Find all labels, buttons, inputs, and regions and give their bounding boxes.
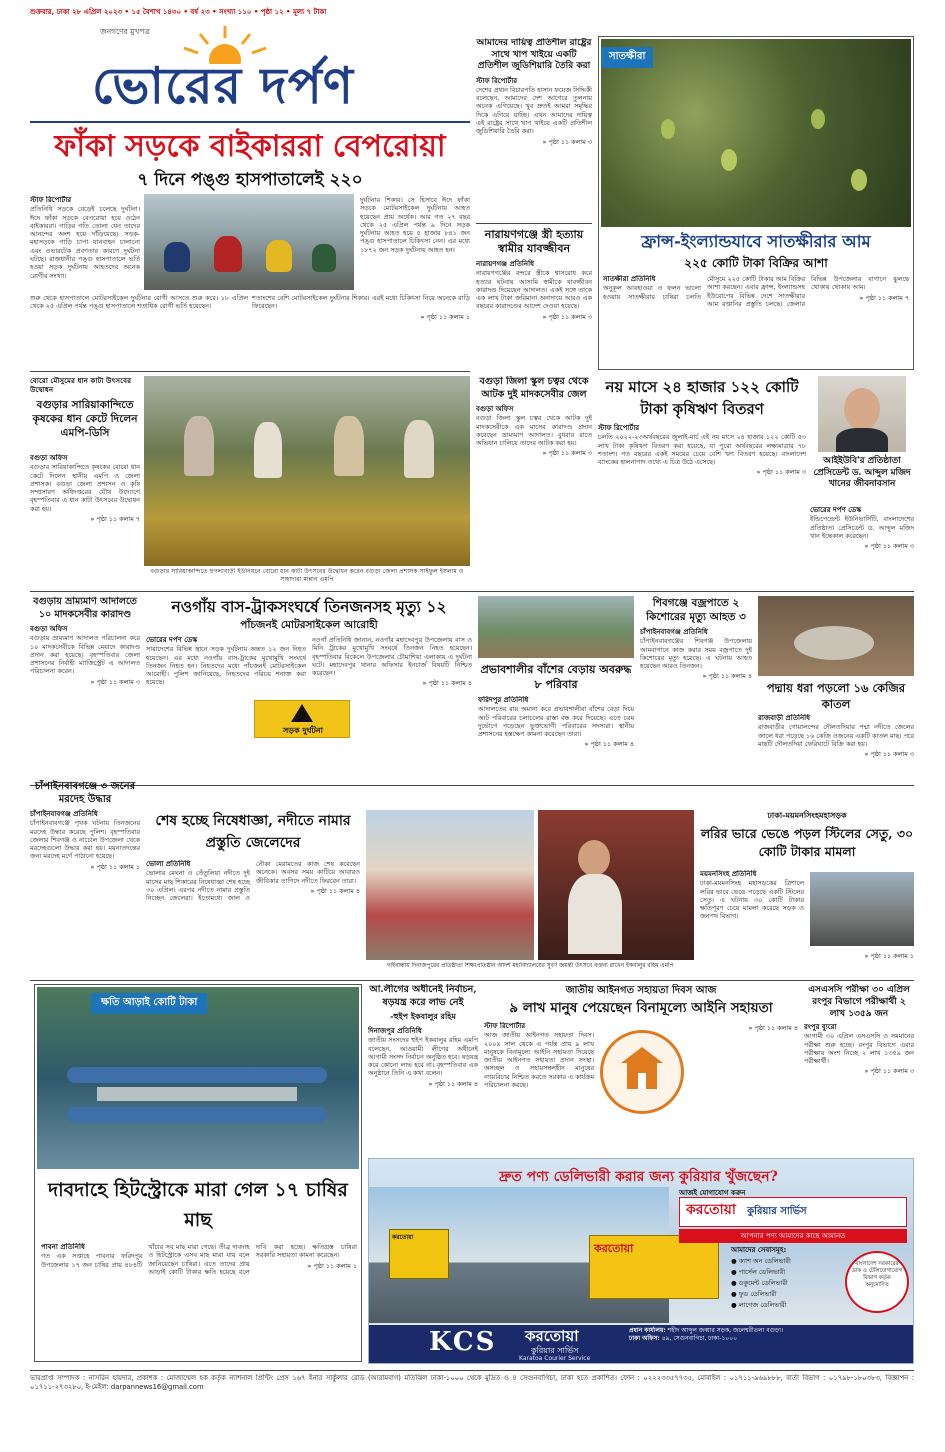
- narayanganj-body: নারায়ণগঞ্জ প্রতিনিধি নারায়ণগঞ্জের বন্দরে স্ত্রীকে শ্বাসরোধ করে হত্যার ঘটনায় আসামি স্বামীকে যাবজ্জীবন কারাদণ্ড দিয়েছেন আদালত। একই সঙ্গে তাকে এক লাখ টাকা জরিমানা অনাদায়ে আরও এক বছরের কারাদণ্ডের আদেশ দেওয়া হয়েছে। » পৃষ্ঠা ১১ কলাম ৩: [476, 260, 592, 321]
- ad-brand: [679, 1197, 907, 1227]
- shibganj-body: চাঁপাইনবাবগঞ্জ প্রতিনিধি চাঁপাইনবাবগঞ্জের শিবগঞ্জ উপজেলায় আমবাগানে কাজ করার সময় বজ্রপাতে দুই কিশোরের মৃত্যু হয়েছে। এ ঘটনায় আহত হয়েছেন আরও তিনজন। » পৃষ্ঠা ১১ কলাম ৪: [640, 628, 752, 681]
- ad-service-item: ● ক্যাশ অন ডেলিভারী: [731, 1257, 791, 1265]
- fish-farm-tag: ক্ষতি আড়াই কোটি টাকা: [91, 993, 207, 1014]
- fishing-ban-body: ভোলা প্রতিনিধি ভোলার মেঘনা ও তেঁতুলিয়া নদীতে দুই মাসের মাছ শিকারের নিষেধাজ্ঞা শেষ হচ্ছে ৩০ এপ্রিল। এরপর নদীতে নামার প্রস্তুতি নিচ্ছেন জেলেরা। ইতোমধ্যে জাল ও নৌকা মেরামতের কাজ শেষ করেছেন অনেকে। অবসর সময় কাটিয়ে আবারও জীবিকার তাগিদে নদীতে ফিরবেন তারা। » পৃষ্ঠা ১১ কলাম ৪: [146, 860, 360, 903]
- iub-body: ভোরের দর্পণ ডেস্ক ইন্ডিপেন্ডেন্ট ইউনিভার্সিটি, বাংলাদেশের প্রতিষ্ঠাতা প্রেসিডেন্ট ড. আব্দুল মজিদ খান ইন্তেকাল করেছেন। » পৃষ্ঠা ১১ কলাম ৩: [810, 506, 914, 551]
- masthead: [30, 6, 470, 124]
- ad-headline: দ্রুত পণ্য ডেলিভারী করার জন্য কুরিয়ার খুঁজছেন?: [499, 1169, 778, 1185]
- lead-body-bottom2: শতাংশের বেশি মোটরসাইকেল দুর্ঘটনার শিকার। এরই মধ্যে চিকিৎসা নিয়ে অনেকে বাড়ি ফিরেছেন। » পৃষ্ঠা ১১ কলাম ১: [252, 294, 470, 321]
- ad-service-item: ● লাগেজ ডেলিভারী: [731, 1301, 787, 1309]
- awami-headline: আ.লীগের অধীনেই নির্বাচন, ষড়যন্ত্র করে লাভ নেই: [369, 984, 477, 1008]
- ad-kcs-logo: KCS: [429, 1327, 497, 1357]
- bridge-headline: লরির ভারে ভেঙে পড়ল স্টিলের সেতু, ৩০ কোটি টাকার মামলা: [700, 826, 914, 859]
- photo-gaibandha: [366, 810, 694, 976]
- ad-service-item: ● পার্সেল ডেলিভারী: [731, 1268, 786, 1276]
- article-fish-farm: [34, 984, 362, 1362]
- ad-office: প্রধান কার্যালয়: শহীদ আব্দুল জব্বার সড়ক, জলেশ্বরীতলা বগুড়া। ঢাকা অফিস: ৪৯, সেগুনবাগিচা, ঢাকা-১০০০: [629, 1327, 784, 1342]
- satkhira-tag: সাতক্ষীরা: [601, 47, 653, 68]
- lead-body-mid: দুর্ঘটনার শিকার। সে হিসাবে ঈদে ফাঁকা সড়কে মোটরসাইকেল দুর্ঘটনায় আহত হয়েছেন প্রায় অর্ধেক। আর গত ২৭ বছর থেকে ২৫ এপ্রিল পর্যন্ত ৯ দিনে সড়ক দুর্ঘটনায় আহত হয়ে ৫ হাজার ৮৪১ জন পঙ্গু হাসপাতালে চিকিৎসা নেন। এর মধ্যে ১৮৭২ জন সড়ক দুর্ঘটনায় আহত হন।: [360, 196, 470, 254]
- lead-body-left: স্টাফ রিপোর্টার প্রতিনিধি সড়কে বেড়েই চলেছে দুর্ঘটনা। ঈদে ফাঁকা সড়কে বেপরোয়া হয়ে ওঠেন বাইকাররা। গাড়ির গতি তোলা যেন তাদের আনন্দের অংশ হয়ে দাঁড়িয়েছে। সড়ক-মহাসড়কে গাড়ি চাপা যানবাহন চালানো এবং ওভারটেক প্রবণতার কারণে দুর্ঘটনা ঘটছে। রাজধানীর পঙ্গু হাসপাতালে ভর্তি হওয়া সড়ক দুর্ঘটনায় আহতদের অনেক রোগীর সংখ্যা।: [30, 196, 140, 280]
- ad-brand-tag: কুরিয়ার সার্ভিস: [747, 1206, 807, 1217]
- ad-services-title: আমাদের সেবাসমূহ:: [731, 1246, 787, 1254]
- bogura-mobile-body: বগুড়া অফিস বগুড়ায় ভ্রাম্যমাণ আদালত পরিচালনা করে ১০ মাদকসেবীকে বিভিন্ন মেয়াদে কারাদণ্ড প্রদান করা হয়েছে। বৃহস্পতিবার জেলা প্রশাসনের নির্বাহী ম্যাজিস্ট্রেট এ আদালত পরিচালনা করেন। » পৃষ্ঠা ১১ কলাম ৩: [30, 625, 140, 686]
- imprint-footer: ভারপ্রাপ্ত সম্পাদক : নাসরিন হায়দার, প্রকাশক : মোজাম্মেল হক কর্তৃক ন্যাশনাল প্রিন্টিং প্রেস ১৬৭ ইনার সার্কুলার রোড (আরামবাগ) মতিঝিল ঢাকা-১০০০ থেকে মুদ্রিত ও ৪ সেগুনবাগিচা, ঢাকা হতে প্রকাশিত। ফোন : ০২২২৩৩৫৭৭৩৫, মোবাইল : ০১৭১১-৯৬৯৮৮৮, বার্তা বিভাগ : ০১৭৯৮-১৮০৩৮৩, বিজ্ঞাপন : ০১৭১১-২৭৩২৮০, ই-মেইল: darpannews16@gmail.com: [30, 1374, 914, 1391]
- ad-kcs-bn: করতোয়া: [525, 1327, 579, 1345]
- tagline: জনগণের মুখপত্র: [100, 27, 150, 36]
- ad-truck-label: করতোয়া: [392, 1234, 414, 1241]
- ad-badge: বাংলাদেশ সরকারের ডাক ও টেলিযোগাযোগ বিভাগ কর্তৃক অনুমোদিত: [845, 1251, 909, 1313]
- ad-brand-slogan: আপনার পণ্য আমাদের কাছে আমানত: [679, 1229, 907, 1243]
- ad-kcs-sub: কুরিয়ার সার্ভিস: [531, 1346, 579, 1355]
- gaibandha-speaker-photo: [538, 810, 694, 960]
- bridge-body: ময়মনসিংহ প্রতিনিধি ঢাকা-ময়মনসিংহ মহাসড়কের ত্রিশালে লরির ভারে ভেঙে পড়েছে একটি স্টিলের সেতু। এ ঘটনায় ৩০ কোটি টাকার ক্ষতিপূরণ চেয়ে মামলা করেছে সড়ক ও জনপথ বিভাগ।: [700, 870, 804, 921]
- exam-headline: এসএসসি পরীক্ষা ৩০ এপ্রিল রংপুর বিভাগে পরীক্ষার্থী ২ লাখ ১৩৫৯ জন: [808, 985, 910, 1019]
- awami-subhead: -হুইপ ইকবালুর রহিম: [390, 1012, 456, 1021]
- bogura-rice-headline: বগুড়ার সারিয়াকান্দিতে কৃষকের ধান কেটে দিলেন এমপি-ডিসি: [32, 399, 138, 439]
- bogura-rice-body: বগুড়া অফিস বগুড়ার সারিয়াকান্দিতে কৃষকের বোরো ধান কেটে দিলেন স্থানীয় এমপি ও জেলা প্রশাসক। বগুড়া জেলা প্রশাসন ও কৃষি সম্প্রসারণ অধিদপ্তরের যৌথ উদ্যোগে বৃহস্পতিবার এ ধান কাটা উৎসবের উদ্বোধন করা হয়। » পৃষ্ঠা ১১ কলাম ৭: [30, 454, 140, 524]
- article-narayanganj: [476, 228, 592, 370]
- fishing-ban-headline: শেষ হচ্ছে নিষেধাজ্ঞা, নদীতে নামার প্রস্তুতি জেলেদের: [155, 813, 351, 851]
- bridge-kicker: ঢাকা-ময়মনসিংহমহাসড়ক: [767, 811, 847, 820]
- satkhira-photo-mango: [601, 39, 911, 227]
- article-satkhira: [598, 36, 914, 370]
- article-legal-aid: [484, 984, 798, 1152]
- ad-contact-label: আজই যোগাযোগ করুন: [679, 1189, 746, 1197]
- fish-farm-photo: [37, 987, 359, 1169]
- ad-truck-large: [589, 1235, 719, 1299]
- bamboo-headline: প্রভাবশালীর বাঁশের বেড়ায় অবরুদ্ধ ৮ পরিবার: [480, 663, 632, 691]
- lead-photo-bikers: [144, 194, 354, 290]
- responsibility-body: স্টাফ রিপোর্টার দেশের প্রধান বিচারপতি হাসান ফয়েজ সিদ্দিকী বলেছেন, আমাদের দেশ আগেরে তুলনায় অনেক এগিয়েছে। খুব দ্রুতই আমরা সমৃদ্ধির দিকে এগিয়ে যাচ্ছি। এখন আমাদের দায়িত্ব এই রাষ্ট্রের সাথে খাপ খাইয়ে একটি প্রতিশীল জুডিশিয়ারি তৈরি করা। » পৃষ্ঠা ১১ কলাম ৩: [476, 76, 592, 146]
- article-bogura-rice: [30, 376, 470, 588]
- lead-article: [30, 126, 470, 370]
- fish-farm-body: পাবনা প্রতিনিধি গত এক সপ্তাহে পাবনার ফরিদপুর উপজেলার ১৭ জন চাষির প্রায় ৪৮৪টি খাঁচার সব মাছ মারা গেছে। তীব্র দাবদাহ ও হিটস্ট্রোকে এসব মাছ মারা যায় বলে জানিয়েছেন চাষিরা। এতে তাদের প্রায় আড়াই কোটি টাকার ক্ষতি হয়েছে বলে দাবি করা হচ্ছে। ক্ষতিগ্রস্ত চাষিরা সরকারি সহায়তা কামনা করেছেন। » পৃষ্ঠা ১১ কলাম ১: [41, 1243, 357, 1276]
- gaibandha-caption: গাইবান্ধায় দিনাজপুরের প্রতিষ্ঠাতা শিক্ষাপ্রতিষ্ঠান আদর্শ মহাবিদ্যালয়ের সুবর্ণ জয়ন্তী উৎসবে বক্তব্য রাখেন ইকবালুর রহিম এমপি: [386, 963, 674, 969]
- car-skid-icon: [291, 704, 313, 722]
- satkhira-subhead: ২২৫ কোটি টাকা বিক্রির আশা: [684, 256, 828, 270]
- naogaon-headline: নওগাঁয় বাস-ট্রাকসংঘর্ষে তিনজনসহ মৃত্যু ১২: [171, 597, 447, 616]
- chapai-body: চাঁপাইনবাবগঞ্জ প্রতিনিধি চাঁপাইনবাবগঞ্জে পৃথক ঘটনায় তিনজনের মরদেহ উদ্ধার করেছে পুলিশ। বৃহস্পতিবার জেলার শিবগঞ্জ ও নাচোল উপজেলা থেকে মরদেহগুলো উদ্ধার করা হয়। ময়নাতদন্তের জন্য মরদেহ মর্গে পাঠানো হয়েছে। » পৃষ্ঠা ১১ কলাম ১: [30, 810, 140, 871]
- road-accident-sign-label: সড়ক দুর্ঘটনা: [283, 726, 323, 735]
- article-naogaon: [146, 596, 472, 780]
- road-accident-sign: [254, 700, 350, 738]
- advertisement-karatoa: [368, 1158, 914, 1364]
- dateline: শুক্রবার, ঢাকা ২৮ এপ্রিল ২০২৩ • ১৫ বৈশাখ ১৪৩০ • বর্ষ ২৩ • সংখ্যা ১১০ • পৃষ্ঠা ১২ • মূল্য ৭ টাকা: [30, 8, 327, 16]
- legal-aid-headline: ৯ লাখ মানুষ পেয়েছেন বিনামূল্যে আইনি সহায়তা: [509, 1000, 773, 1016]
- bridge-photo: [810, 872, 914, 946]
- bogura-school-body: বগুড়া অফিস বগুড়া জিলা স্কুল চত্বর থেকে আটক দুই মাদকসেবীকে এক মাসের কারাদণ্ড প্রদান করেছেন ভ্রাম্যমাণ আদালত। বুধবার রাতে অভিযান চালিয়ে তাদের আটক করা হয়। » পৃষ্ঠা ১১ কলাম ৩: [476, 405, 592, 458]
- bogura-rice-caption: বগুড়ার সারিয়াকান্দিতে হুগলাবাড়ী ইউনিয়নে বোরো ধান কাটা উৎসবের উদ্বোধন করেন বগুড়া জেলা প্রশাসক সাইফুল ইসলাম ও সাহাদারা মান্নান এমপি: [150, 568, 464, 583]
- article-iub: [810, 376, 914, 588]
- ad-brand-name: করতোয়া: [686, 1202, 736, 1218]
- shibganj-headline: শিবগঞ্জে বজ্রপাতে ২ কিশোরের মৃত্যু আহত ৩: [646, 597, 746, 623]
- naogaon-body: ভোরের দর্পণ ডেস্ক সারাদেশের বিভিন্ন স্থানে সড়ক দুর্ঘটনায় অন্তত ১২ জন নিহত হয়েছেন। এর মধ্যে নওগাঁয় বাস-ট্রাকের মুখোমুখি সংঘর্ষে তিনজন নিহত হন। নিহতদের মধ্যে পাঁচজনই মোটরসাইকেল আরোহী। পুলিশ জানিয়েছে, নিহতদের পরিচয় শনাক্ত করা হয়েছে।: [146, 636, 306, 687]
- fish-farm-headline: দাবদাহে হিটস্ট্রোকে মারা গেল ১৭ চাষির মাছ: [48, 1179, 348, 1231]
- naogaon-subhead: পাঁচজনই মোটরসাইকেল আরোহী: [240, 619, 378, 631]
- article-agri-loan: [598, 376, 806, 588]
- responsibility-headline: আমাদের দায়িত্ব প্রতিশীল রাষ্ট্রের সাথে খাপ খাইয়ে একটি প্রতিশীল জুডিশিয়ারি তৈরি করা: [476, 38, 592, 71]
- logo-text: ভোরের দর্পণ: [92, 56, 354, 115]
- bogura-mobile-headline: বগুড়ায় ভ্রাম্যমাণ আদালতে ১০ মাদকসেবীর কারাদণ্ড: [33, 596, 137, 620]
- article-bogura-mobile-court: [30, 596, 140, 774]
- agri-loan-body: স্টাফ রিপোর্টার চলতি ২০২২-২৩অর্থবছরের জুলাই-মার্চ এই নয় মাসে ২৪ হাজার ১২২ কোটি ৫৩ লাখ টাকা কৃষিঋণ বিতরণ করা হয়েছে, যা পুরো অর্থবছরের লক্ষ্যমাত্রার ৭৮ শতাংশ। গত বছরের একই সময়ের চেয়ে বেশি ঋণ বিতরণ হয়েছে। বাংলাদেশ ব্যাংকের হালনাগাদ তথ্যে এ চিত্র উঠে এসেছে। » পৃষ্ঠা ১১ কলাম ৩: [598, 424, 806, 477]
- bogura-rice-kicker: বোরো মৌসুমের ধান কাটা উৎসবের উদ্বোধন: [30, 376, 132, 394]
- gaibandha-college-photo: [366, 810, 534, 960]
- lead-body-bottom: শুরু থেকে হাসপাতালে মোটরসাইকেল দুর্ঘটনার রোগী আসতে শুরু করে। ১৮ এপ্রিল থেকে ২৫ এপ্রিল পর্যন্ত পঙ্গু হাসপাতালে শতাধিক রোগী ভর্তি হয়েছেন।: [30, 294, 248, 311]
- article-bridge-case: [700, 810, 914, 978]
- legal-aid-kicker: জাতীয় আইনগত সহায়তা দিবস আজ: [565, 985, 717, 996]
- bogura-school-headline: বগুড়া জিলা স্কুল চত্বর থেকে আটক দুই মাদকসেবীর জেল: [479, 376, 589, 400]
- lead-subhead: ৭ দিনে পঙ্গু হাসপাতালেই ২২০: [137, 170, 363, 190]
- chapai-headline: চাঁপাইনবাবগঞ্জে ৩ জনের মরদেহ উদ্ধার: [34, 781, 136, 805]
- ad-services: [731, 1245, 841, 1319]
- article-katla: [758, 596, 914, 780]
- legal-aid-body: স্টাফ রিপোর্টার আজ জাতীয় আইনগত সহায়তা দিবস। ২০০৯ সাল থেকে এ পর্যন্ত প্রায় ৯ লাখ মানুষকে বিনামূল্যে আইনি সহায়তা দিয়েছে জাতীয় আইনগত সহায়তা প্রদান সংস্থা। অসচ্ছল ও সহায়সম্বলহীন মানুষের ন্যায়বিচার নিশ্চিত করতে সরকার এ কার্যক্রম পরিচালনা করছে।: [484, 1022, 594, 1090]
- bamboo-fence-photo: [478, 596, 634, 658]
- exam-body: রংপুর ব্যুরো আগামী ৩০ এপ্রিল এসএসসি ও সমমানের পরীক্ষা শুরু হচ্ছে। রংপুর বিভাগে এবার পরীক্ষায় অংশ নিচ্ছে ২ লাখ ১৩৫৯ জন পরীক্ষার্থী। » পৃষ্ঠা ১১ কলাম ৩: [804, 1023, 914, 1076]
- iub-portrait-photo: [818, 376, 906, 452]
- article-exam: [804, 984, 914, 1152]
- article-responsibility: [476, 38, 592, 220]
- ad-service-item: ● ডকুমেন্ট ডেলিভারী: [731, 1279, 788, 1287]
- satkhira-headline: ফ্রান্স-ইংল্যান্ডযাবে সাতক্ষীরার আম: [641, 232, 871, 251]
- legal-aid-logo-icon: [600, 1030, 684, 1114]
- iub-headline: আইইউবি'র প্রতিষ্ঠাতা প্রেসিডেন্ট ড. আব্দুল মজিদ খানের জীবনাবসান: [813, 456, 911, 489]
- lead-headline: ফাঁকা সড়কে বাইকাররা বেপরোয়া: [54, 129, 446, 164]
- legal-aid-body2: » পৃষ্ঠা ১১ কলাম ৪: [748, 1024, 798, 1032]
- naogaon-body2: নওগাঁ প্রতিনিধি জানান, নওগাঁর মহাদেবপুর উপজেলায় বাস ও মিনি ট্রাকের মুখোমুখি সংঘর্ষে তিনজন নিহত হয়েছেন। বৃহস্পতিবার বিকেলে উপজেলার চৌমাশিয়া এলাকায় এ দুর্ঘটনা ঘটে। মহাদেবপুর থানার অফিসার ইনচার্জ বিষয়টি নিশ্চিত করেছেন। » পৃষ্ঠা ১১ কলাম ৪: [312, 636, 472, 688]
- article-chapai: [30, 780, 140, 976]
- ad-kcs-en: Karatoa Courier Service: [519, 1355, 591, 1362]
- ad-truck-large-label: করতোয়া: [594, 1242, 634, 1255]
- bamboo-body: ফরিদপুর প্রতিনিধি আদালতের রায় অমান্য করে প্রভাবশালীরা বাঁশের বেড়া দিয়ে আট পরিবারের চলাচলের রাস্তা বন্ধ করে দিয়েছে। এতে চরম দুর্ভোগে পড়েছেন ভুক্তভোগী পরিবারের সদস্যরা। স্থানীয় প্রশাসনের হস্তক্ষেপ কামনা করেছেন তারা। » পৃষ্ঠা ১১ কলাম ৪: [478, 696, 634, 749]
- article-bogura-school: [476, 376, 592, 588]
- article-fishing-ban: [146, 810, 360, 978]
- katla-headline: পদ্মায় ধরা পড়লো ১৬ কেজির কাতল: [766, 681, 906, 711]
- awami-body: দিনাজপুর প্রতিনিধি জাতীয় সংসদের হুইপ ইকবালুর রহিম এমপি বলেছেন, আওয়ামী লীগের অধীনেই আগামী সংসদ নির্বাচন অনুষ্ঠিত হবে। ষড়যন্ত্র করে কোনো লাভ হবে না। বৃহস্পতিবার এক অনুষ্ঠানে তিনি এ কথা বলেন। » পৃষ্ঠা ১১ কলাম ৪: [368, 1027, 478, 1088]
- article-awami: [368, 984, 478, 1152]
- agri-loan-headline: নয় মাসে ২৪ হাজার ১২২ কোটি টাকা কৃষিঋণ বিতরণ: [605, 378, 799, 418]
- article-bamboo-fence: [478, 596, 634, 780]
- katla-fish-photo: [758, 596, 914, 676]
- katla-body: রাজবাড়ী প্রতিনিধি রাজবাড়ীর গোয়ালন্দের দৌলতদিয়ার পদ্মা নদীতে জেলের জালে ধরা পড়েছে ১৬ কেজি ওজনের একটি কাতল মাছ। পরে মাছটি দৌলতদিয়া ফেরিঘাটে বিক্রি করা হয়। » পৃষ্ঠা ১১ কলাম ৩: [758, 714, 914, 759]
- bridge-cont: » পৃষ্ঠা ১১ কলাম ১: [864, 952, 914, 960]
- satkhira-body: সাতক্ষীরা প্রতিনিধি অনুকূল আবহাওয়া ও ফলন ভালো হওয়ায় সাতক্ষীরার চাষিরা চলতি মৌসুমে ২২৫ কোটি টাকার আম বিক্রির আশা করছেন। এবার ফ্রান্স, ইংল্যান্ডসহ ইউরোপের বিভিন্ন দেশে সাতক্ষীরার আম রপ্তানির প্রস্তুতি চলছে। জেলার বিভিন্ন উপজেলার বাগানে ঝুলছে থোকায় থোকায় আম। » পৃষ্ঠা ১১ কলাম ৭: [603, 275, 909, 308]
- bogura-rice-photo: [144, 376, 470, 566]
- article-shibganj: [640, 596, 752, 780]
- narayanganj-headline: নারায়ণগঞ্জে স্ত্রী হত্যায় স্বামীর যাবজ্জীবন: [484, 228, 584, 255]
- ad-service-item: ● ফুড ডেলিভারী: [731, 1290, 777, 1298]
- ad-truck: [389, 1229, 449, 1279]
- ad-footer-band: [369, 1325, 914, 1364]
